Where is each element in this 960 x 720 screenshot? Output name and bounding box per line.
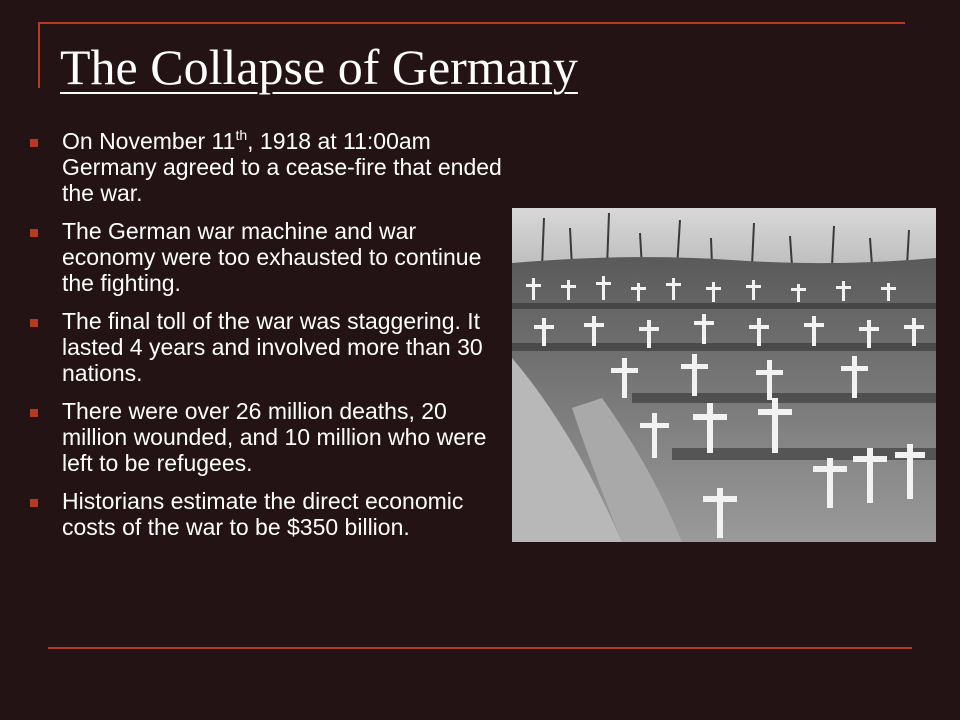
slide-title: The Collapse of Germany [60,39,578,95]
bullet-item [28,398,508,476]
bullet-text: On November 11th, 1918 at 11:00am Germany agreed to a cease-fire that ended the war. [62,127,502,206]
bullet-list [28,128,508,552]
bullet-marker-icon [30,319,38,327]
bullet-item [28,308,508,386]
bullet-text: The German war machine and war economy were too exhausted to continue the fighting. [62,218,482,296]
bullet-text: The final toll of the war was staggering. It lasted 4 years and involved more than 30 nations. [62,308,483,386]
bottom-accent-rule [48,647,912,649]
bullet-marker-icon [30,409,38,417]
bullet-marker-icon [30,139,38,147]
bullet-item [28,488,508,540]
top-accent-rule [40,22,905,24]
bullet-item [28,128,508,206]
war-cemetery-photo [512,208,936,542]
bullet-marker-icon [30,499,38,507]
bullet-item [28,218,508,296]
bullet-marker-icon [30,229,38,237]
bullet-text: There were over 26 million deaths, 20 million wounded, and 10 million who were left to be refugees. [62,398,487,476]
bullet-text: Historians estimate the direct economic costs of the war to be $350 billion. [62,488,464,540]
cemetery-illustration [512,208,936,542]
left-accent-rule [38,22,40,88]
